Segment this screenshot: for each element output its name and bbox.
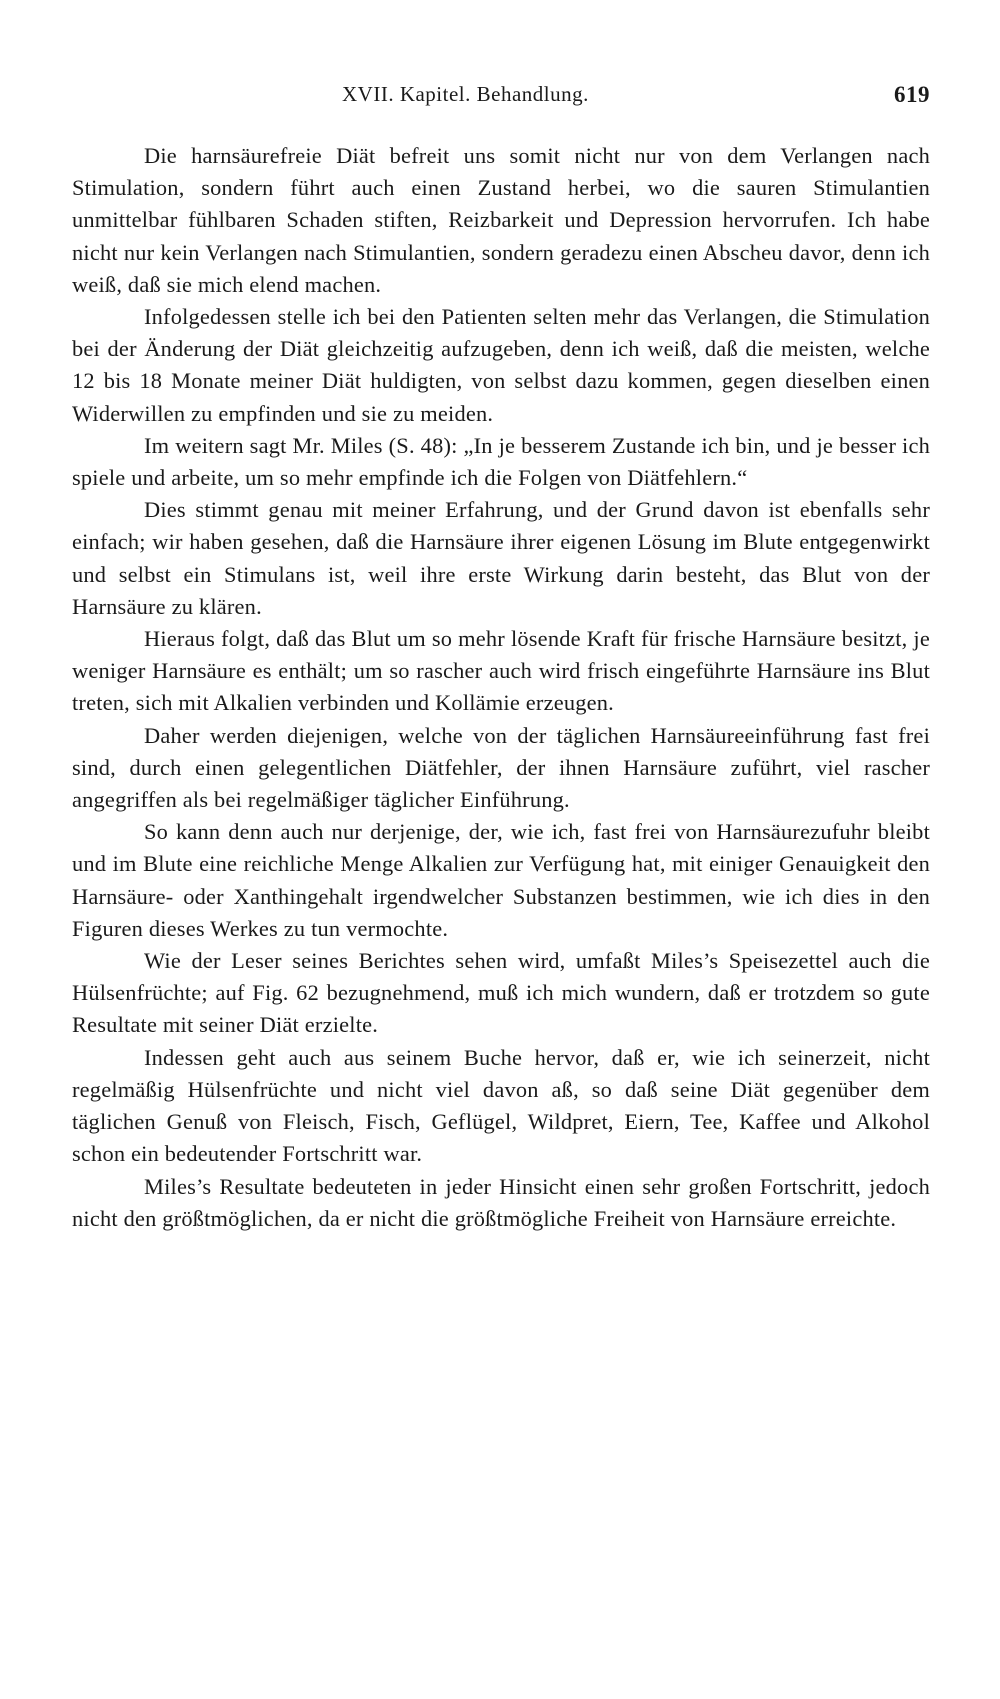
- running-header: [72, 82, 930, 112]
- paragraph: Miles’s Resultate bedeuteten in jeder Hinsicht einen sehr großen Fortschritt, jedoch nicht den größtmöglichen, da er nicht die größtmögliche Freiheit von Harnsäure erreichte.: [72, 1173, 930, 1231]
- paragraph: Im weitern sagt Mr. Miles (S. 48): „In je besserem Zustande ich bin, und je besser ich spiele und arbeite, um so mehr empfinde ich die Folgen von Diätfehlern.“: [72, 432, 930, 491]
- paragraph: Infolgedessen stelle ich bei den Patienten selten mehr das Verlangen, die Stimulation bei der Änderung der Diät gleichzeitig aufzugeben, denn ich weiß, daß die meisten, welche 12 bis 18 Monate meiner Diät huldigten, von selbst dazu kommen, gegen dieselben einen Widerwillen zu empfinden und sie zu meiden.: [72, 304, 930, 426]
- paragraph: Indessen geht auch aus seinem Buche hervor, daß er, wie ich seinerzeit, nicht regelmäßig Hülsenfrüchte und nicht viel davon aß, so daß seine Diät gegenüber dem täglichen Genuß von Fleisch, Fisch, Geflügel, Wildpret, Eiern, Tee, Kaffee und Alkohol schon ein bedeutender Fortschritt war.: [72, 1044, 930, 1167]
- paragraph: Wie der Leser seines Berichtes sehen wird, umfaßt Miles’s Speisezettel auch die Hülsenfrüchte; auf Fig. 62 bezugnehmend, muß ich mich wundern, daß er trotzdem so gute Resultate mit seiner Diät erzielte.: [72, 948, 930, 1038]
- chapter-title: XVII. Kapitel. Behandlung.: [342, 82, 589, 106]
- text-body: [72, 140, 930, 1235]
- paragraph: Daher werden diejenigen, welche von der täglichen Harnsäureeinführung fast frei sind, durch einen gelegentlichen Diätfehler, der ihnen Harnsäure zuführt, viel rascher angegriffen als bei regelmäßiger täglicher Einführung.: [72, 722, 930, 813]
- paragraph: Hieraus folgt, daß das Blut um so mehr lösende Kraft für frische Harnsäure besitzt, je weniger Harnsäure es enthält; um so rascher auch wird frisch eingeführte Harnsäure ins Blut treten, sich mit Alkalien verbinden und Kollämie erzeugen.: [72, 626, 930, 716]
- paragraph: Die harnsäurefreie Diät befreit uns somit nicht nur von dem Verlangen nach Stimulation, sondern führt auch einen Zustand herbei, wo die sauren Stimulantien unmittelbar fühlbaren Schaden stiften, Reizbarkeit und Depression hervorrufen. Ich habe nicht nur kein Verlangen nach Stimulantien, sondern geradezu einen Abscheu davor, denn ich weiß, daß sie mich elend machen.: [72, 143, 930, 297]
- paragraph: So kann denn auch nur derjenige, der, wie ich, fast frei von Harnsäurezufuhr bleibt und im Blute eine reichliche Menge Alkalien zur Verfügung hat, mit einiger Genauigkeit den Harnsäure- oder Xanthingehalt irgendwelcher Substanzen bestimmen, wie ich dies in den Figuren dieses Werkes zu tun vermochte.: [72, 819, 930, 941]
- paragraph: Dies stimmt genau mit meiner Erfahrung, und der Grund davon ist ebenfalls sehr einfach; wir haben gesehen, daß die Harnsäure ihrer eigenen Lösung im Blute entgegenwirkt und selbst ein Stimulans ist, weil ihre erste Wirkung darin besteht, das Blut von der Harnsäure zu klären.: [72, 497, 930, 619]
- page-number: 619: [894, 82, 930, 107]
